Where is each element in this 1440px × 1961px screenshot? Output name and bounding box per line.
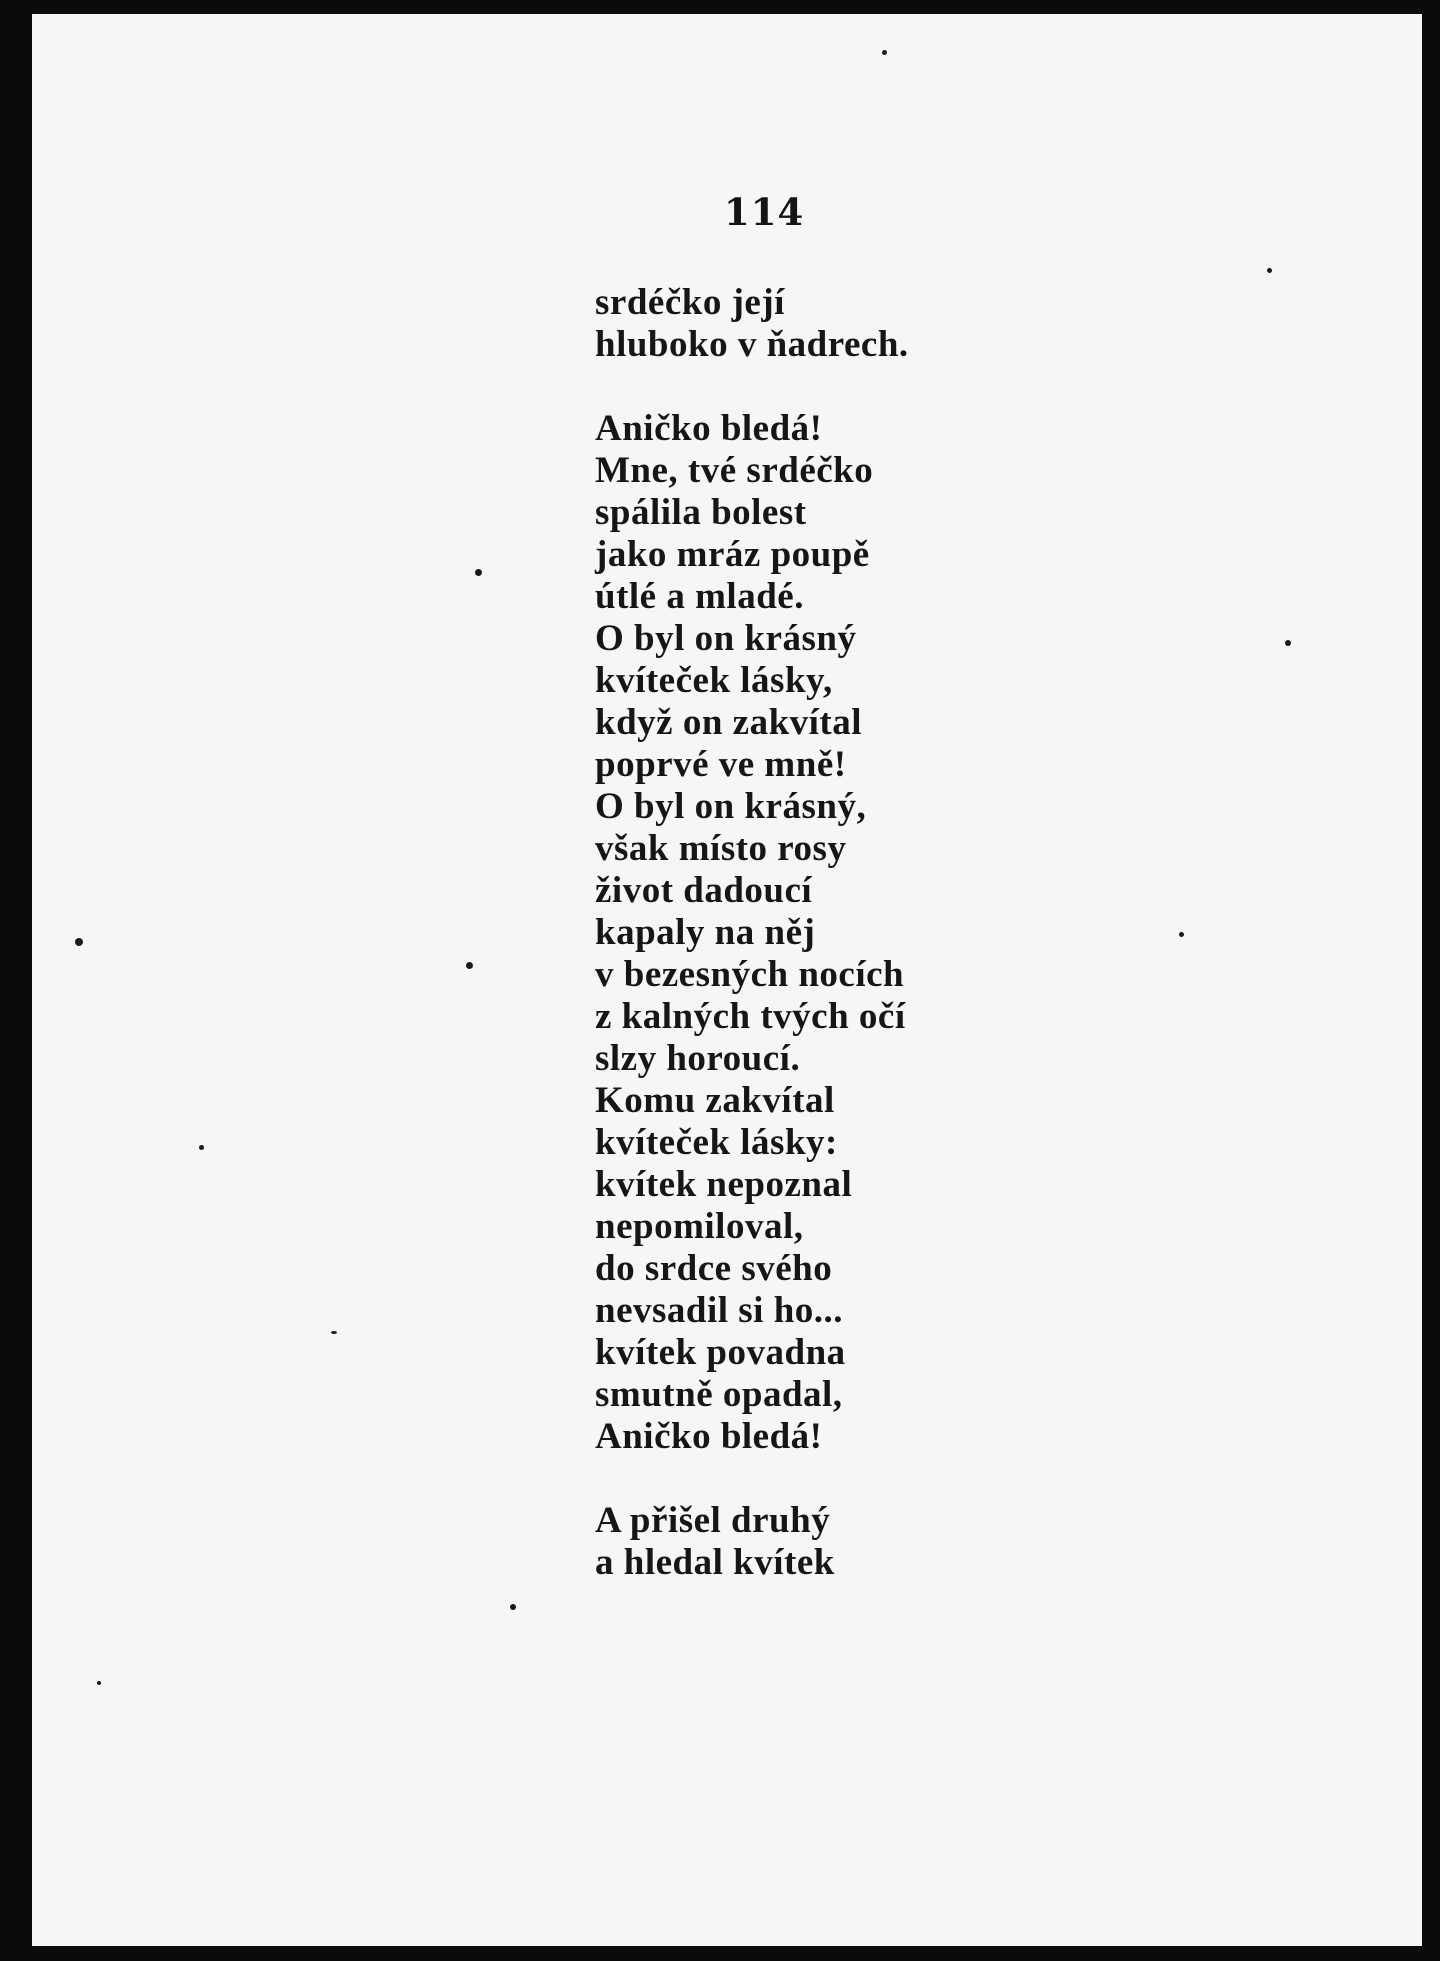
scan-speck: [331, 1331, 337, 1334]
poem-line: Komu zakvítal: [595, 1080, 835, 1121]
poem-line: O byl on krásný: [595, 618, 857, 659]
poem-line: útlé a mladé.: [595, 576, 804, 617]
poem-line: kapaly na něj: [595, 912, 816, 953]
poem-line: nevsadil si ho...: [595, 1290, 844, 1331]
stanza: [595, 282, 909, 366]
poem-line: kvíteček lásky:: [595, 1122, 838, 1163]
scan-speck: [1179, 932, 1184, 937]
poem-line: Aničko bledá!: [595, 1416, 823, 1457]
poem-line: však místo rosy: [595, 828, 847, 869]
poem-line: smutně opadal,: [595, 1374, 843, 1415]
poem-line: nepomiloval,: [595, 1206, 804, 1247]
scan-speck: [466, 962, 473, 969]
scan-speck: [75, 938, 83, 946]
poem-line: jako mráz poupě: [595, 534, 870, 575]
poem-text: [595, 282, 909, 1584]
poem-line: slzy horoucí.: [595, 1038, 801, 1079]
poem-line: Mne, tvé srdéčko: [595, 450, 874, 491]
book-page: [32, 14, 1422, 1946]
poem-line: poprvé ve mně!: [595, 744, 847, 785]
poem-line: hluboko v ňadrech.: [595, 324, 909, 365]
poem-line: srdéčko její: [595, 282, 785, 323]
poem-line: život dadoucí: [595, 870, 813, 911]
poem-line: z kalných tvých očí: [595, 996, 906, 1037]
scan-speck: [510, 1604, 516, 1610]
page-number: 114: [724, 190, 805, 234]
scan-speck: [97, 1681, 101, 1685]
poem-line: když on zakvítal: [595, 702, 863, 743]
poem-line: O byl on krásný,: [595, 786, 867, 827]
stanza: [595, 1500, 909, 1584]
scan-speck: [475, 569, 482, 576]
scan-speck: [1285, 640, 1291, 646]
poem-line: kvítek povadna: [595, 1332, 846, 1373]
poem-line: do srdce svého: [595, 1248, 833, 1289]
poem-line: Aničko bledá!: [595, 408, 823, 449]
scan-speck: [199, 1145, 204, 1150]
poem-line: kvítek nepoznal: [595, 1164, 853, 1205]
scan-speck: [882, 50, 887, 55]
poem-line: A přišel druhý: [595, 1500, 831, 1541]
poem-line: kvíteček lásky,: [595, 660, 833, 701]
poem-line: a hledal kvítek: [595, 1542, 835, 1583]
scan-speck: [1267, 268, 1272, 273]
stanza: [595, 408, 909, 1458]
poem-line: spálila bolest: [595, 492, 807, 533]
poem-line: v bezesných nocích: [595, 954, 905, 995]
